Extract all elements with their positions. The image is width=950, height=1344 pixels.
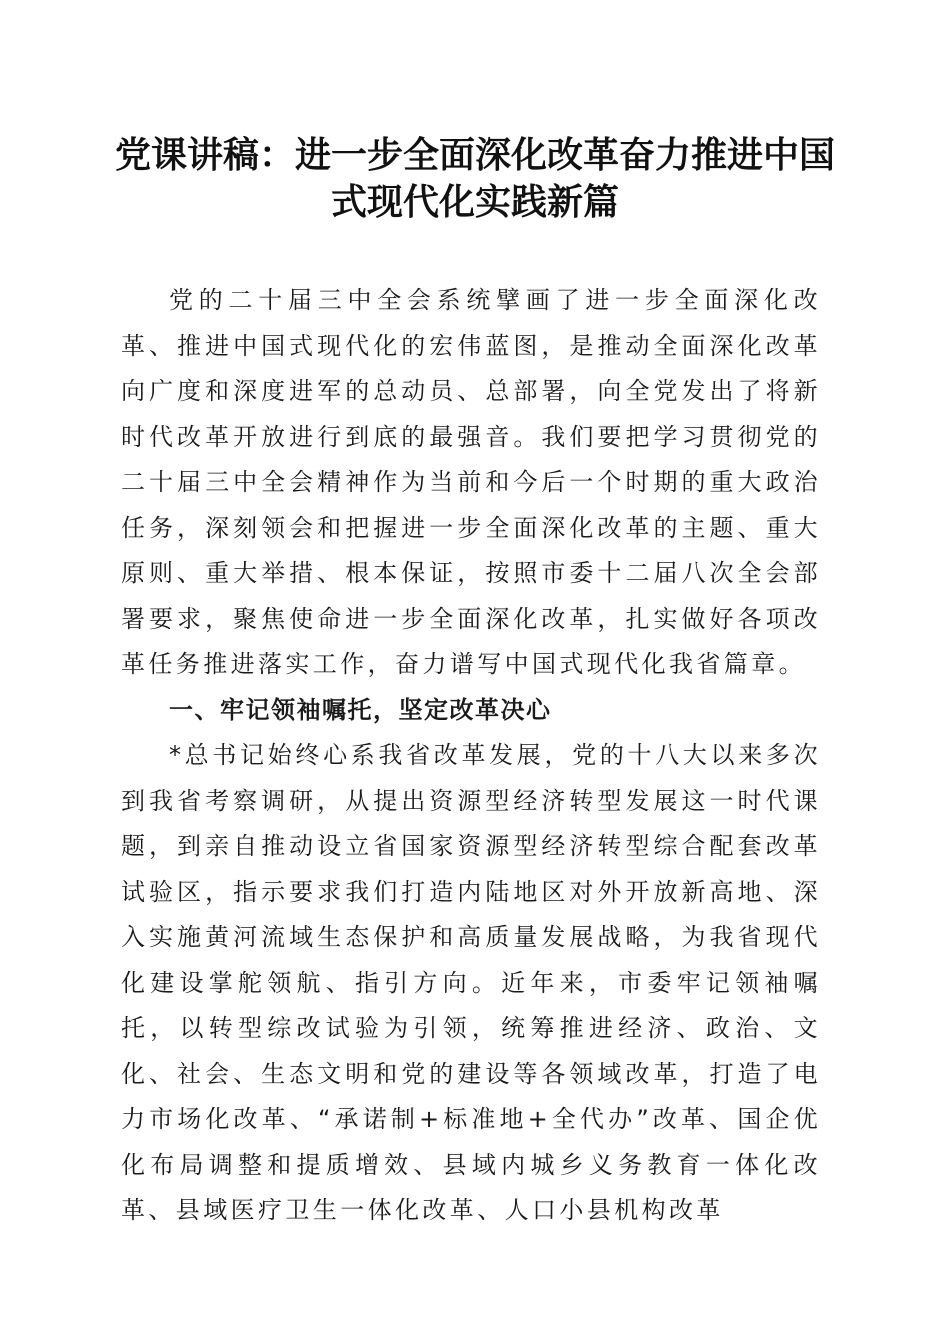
- document-body: [121, 278, 821, 1234]
- document-title: 党课讲稿：进一步全面深化改革奋力推进中国式现代化实践新篇: [114, 134, 835, 223]
- paragraph-section-1: *总书记始终心系我省改革发展，党的十八大以来多次到我省考察调研，从提出资源型经济转型发展这一时代课题，到亲自推动设立省国家资源型经济转型综合配套改革试验区，指示要求我们打造内陆地区对外开放新高地、深入实施黄河流域生态保护和高质量发展战略，为我省现代化建设掌舵领航、指引方向。近年来，市委牢记领袖嘱托，以转型综改试验为引领，统筹推进经济、政治、文化、社会、生态文明和党的建设等各领域改革，打造了电力市场化改革、“承诺制+标准地+全代办”改革、国企优化布局调整和提质增效、县域内城乡义务教育一体化改革、县域医疗卫生一体化改革、人口小县机构改革: [121, 741, 821, 1224]
- section-heading-1: 一、牢记领袖嘱托，坚定改革决心: [169, 695, 552, 724]
- paragraph-intro: 党的二十届三中全会系统擘画了进一步全面深化改革、推进中国式现代化的宏伟蓝图，是推动全面深化改革向广度和深度进军的总动员、总部署，向全党发出了将新时代改革开放进行到底的最强音。我们要把学习贯彻党的二十届三中全会精神作为当前和今后一个时期的重大政治任务，深刻领会和把握进一步全面深化改革的主题、重大原则、重大举措、根本保证，按照市委十二届八次全会部署要求，聚焦使命进一步全面深化改革，扎实做好各项改革任务推进落实工作，奋力谱写中国式现代化我省篇章。: [121, 286, 821, 678]
